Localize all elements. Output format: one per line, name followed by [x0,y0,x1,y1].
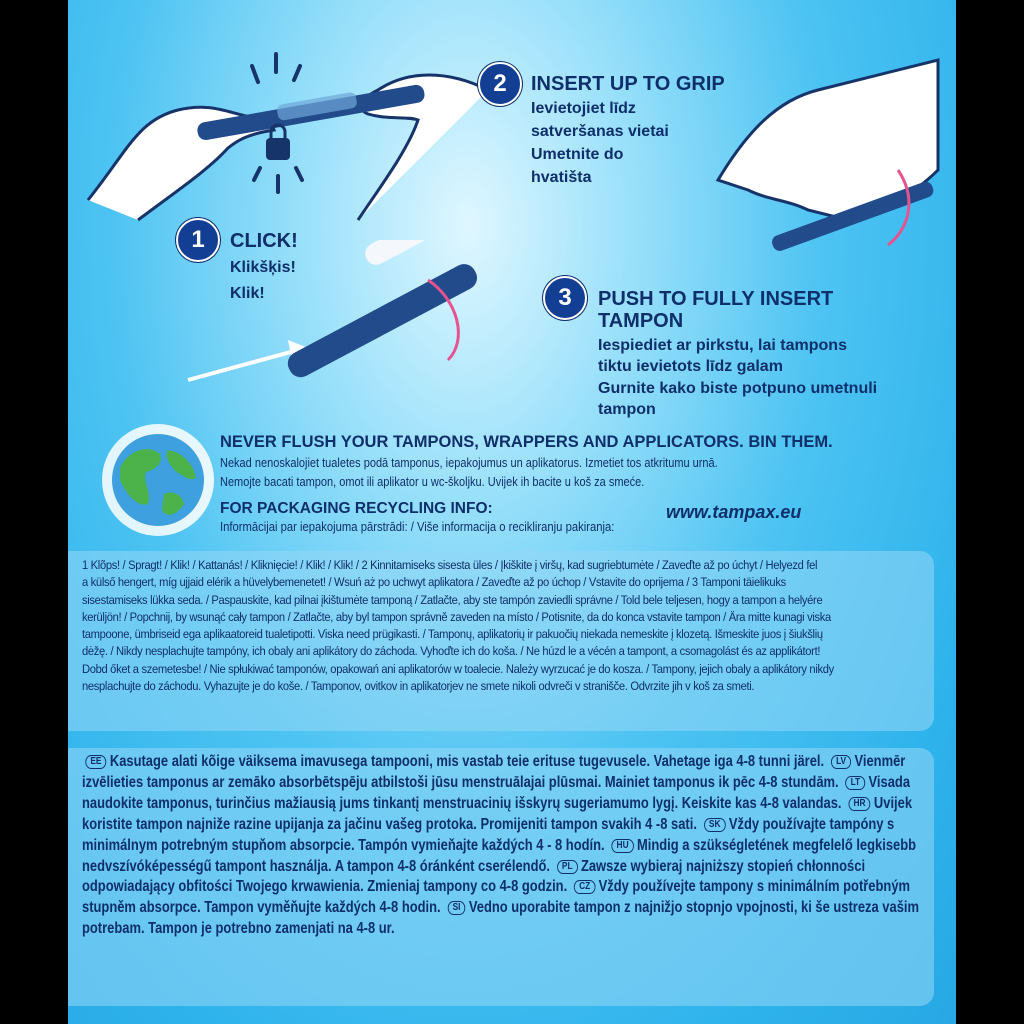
fine-print-line: Dobd őket a szemetesbe! / Nie spłukiwać tamponów, opakowań ani aplikatorów w toalecie. Należy wyrzucać je do kosza. / Tampony, jejich obaly a aplikátory nikdy [82,661,834,676]
step-1-badge: 1 [176,218,220,262]
usage-text: Vedno uporabite tampon z najnižjo stopnjo vpojnosti, ki še ustreza vašim potrebam. Tampon je potrebno zamenjati na 4-8 ur. [82,899,920,938]
step-2-badge: 2 [478,62,522,106]
package-panel [68,0,956,1024]
fine-print-line: 1 Klõps! / Spragt! / Klik! / Kattanás! / Kliknięcie! / Klik! / Klik! / 2 Kinnitamiseks sisesta üles / Įkiškite į viršų, kad sugriebtumėte / Zaveďte až po úchyt / Helyezd fel [82,558,818,572]
step-2-title: INSERT UP TO GRIP [531,73,725,95]
usage-text: Kasutage alati kõige väiksema imavusega tampooni, mis vastab teie erituse tugevusele. Vahetage iga 4-8 tunni järel. [109,753,825,770]
fine-print-line: sisestamiseks lükka seda. / Paspauskite, kad pilnai įkištumėte tamponą / Zatlačte, aby ste tampón zaviedli správne / Told bele teljesen, hogy a tampon a helyére [82,592,823,607]
step-3-line-2: tiktu ievietots līdz galam [598,358,783,375]
usage-text: Visada naudokite tamponus, turinčius mažiausią jums tinkantį menstruacinių išskyrų sugeriamumo lygį. Keiskite kas 4-8 valandas. [82,773,911,812]
step-1-title: CLICK! [230,230,298,252]
hands-click-illustration [68,30,498,230]
step-2-line-4: hvatišta [531,169,592,186]
flush-line-1: Nekad nenoskalojiet tualetes podā tamponus, iepakojumus un aplikatorus. Izmetiet tos atkritumu urnā. [220,456,718,470]
step-3-line-1: Iespiediet ar pirkstu, lai tampons [598,337,847,354]
country-code-badge: HU [612,839,634,853]
recycling-line: Informācijai par iepakojuma pārstrādi: / Više informacija o recikliranju pakiranja: [220,520,615,534]
country-code-badge: LT [846,776,866,790]
fine-print-line: kerüljön! / Popchnij, by wsunąć cały tampon / Zatlačte, aby byl tampon správně zaveden na místo / Potisnite, da do konca vstavite tampon / Ära mitte kunagi viska [82,609,831,624]
country-code-badge: SI [448,901,466,915]
usage-text: Vždy používajte tampóny s minimálnym potrebným stupňom absorpcie. Tampón vymieňajte každých 4 - 8 hodín. [82,815,895,854]
usage-text: Mindig a szükségletének megfelelő legkisebb nedvszívóképességű tampont használja. A tampon 4-8 óránként cserélendő. [82,836,917,875]
step-3-title-line-2: TAMPON [598,310,684,332]
step-3-line-4: tampon [598,401,656,418]
step-3-title-line-1: PUSH TO FULLY INSERT [598,288,834,310]
step-2-line-3: Umetnite do [531,146,624,163]
usage-text: Vždy používejte tampony s minimálním potřebným stupněm absorpce. Tampon vyměňujte každých 4-8 hodin. [82,878,911,917]
step-1-line-2: Klik! [230,285,265,302]
country-code-badge: PL [557,860,578,874]
country-code-badge: LV [831,755,851,769]
fine-print-line: tampoone, ümbriseid ega aplikaatoreid tualetipotti. Viska need prügikasti. / Tamponų, aplikatorių ir pakuočių niekada nemeskite į klozetą. Išmeskite juos į šiukšlių [82,627,823,642]
hand-insert-illustration [708,50,948,260]
flush-line-2: Nemojte bacati tampon, omot ili aplikator u wc-školjku. Uvijek ih bacite u koš za smeće. [220,475,645,489]
fine-print-line: dėžę. / Nikdy nesplachujte tampóny, ich obaly ani aplikátory do záchoda. Vyhoďte ich do koša. / Ne húzd le a vécén a tampont, a csomagolást és az applikátort! [82,644,821,659]
country-code-badge: EE [85,755,106,769]
step-2-line-1: Ievietojiet līdz [531,100,636,117]
multilanguage-instructions [82,557,928,695]
website-link[interactable]: www.tampax.eu [666,502,802,522]
step-3-badge: 3 [543,276,587,320]
fine-print-line: a külső hengert, míg ujjaid elérik a hüvelybemenetet! / Wsuń aż po uchwyt aplikatora / Zaveďte až po úchop / Vstavite do oprijema / 3 Tamponi täielikuks [82,575,786,590]
country-code-badge: HR [848,797,870,811]
globe-icon [98,420,218,540]
fine-print-line: nesplachujte do záchodu. Vyhazujte je do koše. / Tamponov, ovitkov in aplikatorjev ne smete nikoli odvreči v stranišče. Odvrzite jih v koš za smeti. [82,679,755,694]
step-2-line-2: satveršanas vietai [531,123,669,140]
step-3-line-3: Gurnite kako biste potpuno umetnuli [598,380,878,397]
step-1-line-1: Klikšķis! [230,259,296,276]
flush-heading: NEVER FLUSH YOUR TAMPONS, WRAPPERS AND APPLICATORS. BIN THEM. [220,433,833,451]
usage-text: Zawsze wybieraj najniższy stopień chłonności odpowiadający obfitości Twojego krwawienia. Zmieniaj tampony co 4-8 godzin. [82,857,866,896]
country-code-badge: SK [704,818,726,832]
usage-text: Vienmēr izvēlieties tamponus ar zemāko absorbētspēju atbilstoši jūsu menstruālajai plūsmai. Mainiet tamponus ik pēc 4-8 stundām. [82,753,906,791]
recycling-heading: FOR PACKAGING RECYCLING INFO: [220,500,493,517]
usage-advice [82,752,925,940]
country-code-badge: CZ [574,880,595,894]
usage-text: Uvijek koristite tampon najniže razine upijanja za jačinu vašeg protoka. Promijeniti tampon svakih 4 -8 sati. [82,794,913,833]
